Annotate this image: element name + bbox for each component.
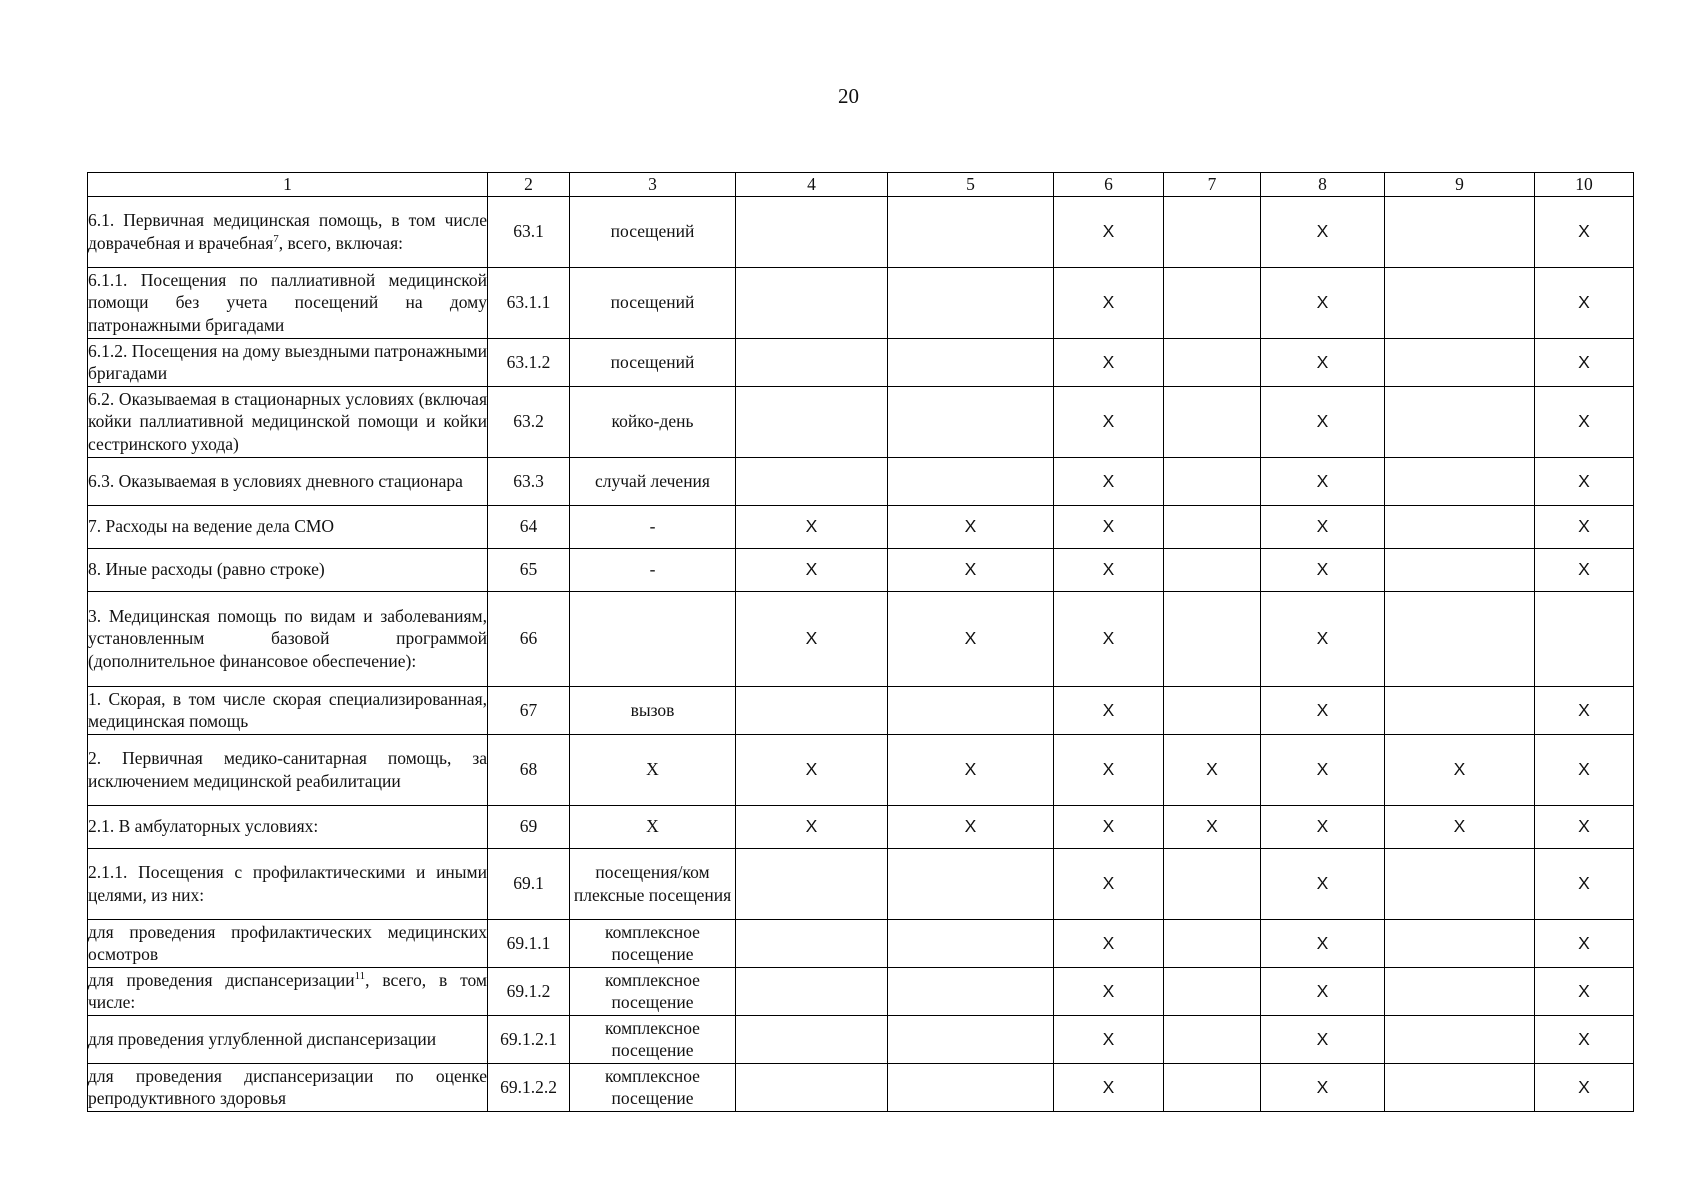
table-row (88, 919, 1634, 967)
value-cell: X (1054, 267, 1164, 338)
row-name (88, 505, 488, 548)
row-name (88, 848, 488, 919)
row-name (88, 1063, 488, 1111)
table-row (88, 386, 1634, 457)
row-name-text: 6.1.2. Посещения на дому выездными патронажными бригадами (88, 340, 488, 383)
header-cell: 6 (1054, 173, 1164, 197)
value-cell (1164, 1015, 1261, 1063)
value-cell: X (888, 548, 1054, 591)
value-cell (888, 848, 1054, 919)
value-cell: X (736, 548, 888, 591)
table-row (88, 267, 1634, 338)
value-cell (1164, 338, 1261, 386)
value-cell: X (1164, 805, 1261, 848)
row-name (88, 734, 488, 805)
row-name (88, 338, 488, 386)
table-row (88, 505, 1634, 548)
value-cell: X (1261, 805, 1385, 848)
row-code: 69.1.2.2 (488, 1063, 570, 1111)
header-cell: 2 (488, 173, 570, 197)
row-name (88, 386, 488, 457)
value-cell: X (1535, 267, 1634, 338)
value-cell (736, 386, 888, 457)
table-row (88, 805, 1634, 848)
row-name-text: 3. Медицинская помощь по видам и заболеваниям, установленным базовой программой (дополнительное финансовое обеспечение): (88, 605, 487, 671)
value-cell: X (1261, 338, 1385, 386)
value-cell: X (1054, 805, 1164, 848)
row-unit: комплексное посещение (570, 919, 736, 967)
row-unit: X (570, 805, 736, 848)
value-cell (1385, 505, 1535, 548)
value-cell: X (1535, 386, 1634, 457)
value-cell (1385, 267, 1535, 338)
header-cell: 3 (570, 173, 736, 197)
value-cell (1385, 967, 1535, 1015)
table-row (88, 591, 1634, 686)
row-name (88, 267, 488, 338)
value-cell (1164, 386, 1261, 457)
value-cell (888, 1015, 1054, 1063)
value-cell (736, 457, 888, 505)
row-name-text: для проведения диспансеризации по оценке репродуктивного здоровья (88, 1065, 487, 1108)
value-cell: X (888, 505, 1054, 548)
value-cell (1385, 457, 1535, 505)
row-code: 69.1.1 (488, 919, 570, 967)
value-cell (1385, 196, 1535, 267)
value-cell: X (1164, 734, 1261, 805)
row-name-text: 6.3. Оказываемая в условиях дневного стационара (88, 470, 463, 491)
row-unit: комплексное посещение (570, 1063, 736, 1111)
value-cell: X (1535, 457, 1634, 505)
value-cell: X (1054, 919, 1164, 967)
value-cell: X (1261, 967, 1385, 1015)
value-cell: X (1535, 805, 1634, 848)
row-code: 67 (488, 686, 570, 734)
value-cell: X (1261, 548, 1385, 591)
value-cell: X (1261, 1015, 1385, 1063)
value-cell (888, 967, 1054, 1015)
table-row (88, 967, 1634, 1015)
value-cell: X (1385, 805, 1535, 848)
value-cell (1164, 919, 1261, 967)
header-cell: 9 (1385, 173, 1535, 197)
header-row (88, 173, 1634, 197)
row-name-text: для проведения профилактических медицинских осмотров (88, 921, 487, 964)
page-number: 20 (838, 84, 859, 108)
row-name-text: 6.2. Оказываемая в стационарных условиях (включая койки паллиативной медицинской помощи и койки сестринского ухода) (88, 388, 487, 454)
value-cell (888, 1063, 1054, 1111)
value-cell (736, 1063, 888, 1111)
data-table (87, 172, 1634, 1112)
row-name-text: 6.1.1. Посещения по паллиативной медицинской помощи без учета посещений на дому патронажными бригадами (88, 269, 487, 335)
value-cell (1385, 338, 1535, 386)
value-cell (1385, 686, 1535, 734)
row-code: 65 (488, 548, 570, 591)
value-cell: X (1054, 338, 1164, 386)
value-cell (1164, 457, 1261, 505)
value-cell: X (1054, 1063, 1164, 1111)
value-cell (1164, 1063, 1261, 1111)
value-cell (888, 386, 1054, 457)
value-cell: X (1054, 548, 1164, 591)
value-cell: X (1535, 734, 1634, 805)
row-name-tail: , всего, включая: (278, 232, 404, 253)
value-cell (888, 338, 1054, 386)
header-cell: 5 (888, 173, 1054, 197)
row-code: 63.1.2 (488, 338, 570, 386)
table-row (88, 457, 1634, 505)
value-cell: X (1535, 196, 1634, 267)
value-cell (1164, 591, 1261, 686)
value-cell (736, 1015, 888, 1063)
value-cell (888, 457, 1054, 505)
value-cell: X (736, 734, 888, 805)
value-cell: X (1261, 386, 1385, 457)
value-cell (736, 338, 888, 386)
value-cell (1164, 548, 1261, 591)
row-unit: посещений (570, 338, 736, 386)
value-cell: X (1054, 734, 1164, 805)
value-cell: X (1261, 505, 1385, 548)
row-code: 69.1.2 (488, 967, 570, 1015)
value-cell: X (888, 805, 1054, 848)
value-cell (1385, 919, 1535, 967)
value-cell: X (1054, 196, 1164, 267)
row-code: 69.1 (488, 848, 570, 919)
row-code: 63.3 (488, 457, 570, 505)
value-cell: X (1261, 848, 1385, 919)
header-cell: 7 (1164, 173, 1261, 197)
row-unit: посещений (570, 267, 736, 338)
value-cell: X (1054, 457, 1164, 505)
value-cell: X (1535, 505, 1634, 548)
value-cell: X (1535, 848, 1634, 919)
value-cell: X (1261, 919, 1385, 967)
header-cell: 10 (1535, 173, 1634, 197)
table-row (88, 848, 1634, 919)
value-cell (888, 919, 1054, 967)
footnote-ref: 11 (354, 969, 366, 982)
value-cell (1385, 848, 1535, 919)
value-cell: X (736, 591, 888, 686)
value-cell (736, 196, 888, 267)
value-cell: X (1535, 686, 1634, 734)
value-cell (736, 967, 888, 1015)
table-row (88, 338, 1634, 386)
table-row (88, 1063, 1634, 1111)
value-cell: X (1385, 734, 1535, 805)
value-cell: X (1261, 686, 1385, 734)
header-cell: 4 (736, 173, 888, 197)
row-name (88, 805, 488, 848)
row-name (88, 919, 488, 967)
value-cell (1385, 591, 1535, 686)
row-name-text: 7. Расходы на ведение дела СМО (88, 516, 335, 537)
row-code: 69 (488, 805, 570, 848)
value-cell: X (1054, 591, 1164, 686)
value-cell: X (1535, 338, 1634, 386)
value-cell: X (736, 505, 888, 548)
row-code: 68 (488, 734, 570, 805)
table-row (88, 734, 1634, 805)
row-unit: X (570, 734, 736, 805)
value-cell: X (1054, 967, 1164, 1015)
row-unit: посещения/ком плексные посещения (570, 848, 736, 919)
row-name (88, 457, 488, 505)
row-code: 66 (488, 591, 570, 686)
value-cell: X (1261, 591, 1385, 686)
row-unit: комплексное посещение (570, 967, 736, 1015)
header-cell: 8 (1261, 173, 1385, 197)
value-cell (736, 686, 888, 734)
row-name-text: 2. Первичная медико-санитарная помощь, за исключением медицинской реабилитации (88, 748, 487, 791)
row-name-tail: , всего, в том числе: (88, 969, 487, 1012)
row-name (88, 548, 488, 591)
value-cell (1164, 967, 1261, 1015)
value-cell (888, 196, 1054, 267)
row-name-text: 2.1. В амбулаторных условиях: (88, 816, 319, 837)
header-cell: 1 (88, 173, 488, 197)
value-cell: X (888, 734, 1054, 805)
row-code: 63.1.1 (488, 267, 570, 338)
value-cell: X (1261, 734, 1385, 805)
row-code: 63.1 (488, 196, 570, 267)
row-name-text: 1. Скорая, в том числе скорая специализированная, медицинская помощь (88, 688, 487, 731)
row-code: 64 (488, 505, 570, 548)
value-cell: X (1054, 386, 1164, 457)
table-row (88, 196, 1634, 267)
row-unit: посещений (570, 196, 736, 267)
row-unit: вызов (570, 686, 736, 734)
value-cell: X (1054, 505, 1164, 548)
value-cell: X (1261, 1063, 1385, 1111)
row-name (88, 1015, 488, 1063)
row-unit: - (570, 505, 736, 548)
value-cell: X (888, 591, 1054, 686)
row-unit (570, 591, 736, 686)
value-cell: X (736, 805, 888, 848)
row-name-text: 8. Иные расходы (равно строке) (88, 559, 325, 580)
row-name-text: для проведения углубленной диспансеризации (88, 1028, 437, 1049)
row-name-text: для проведения диспансеризации (88, 969, 355, 990)
value-cell: X (1535, 967, 1634, 1015)
footnote-ref: 7 (273, 232, 279, 245)
value-cell: X (1261, 457, 1385, 505)
table-row (88, 1015, 1634, 1063)
table-row (88, 686, 1634, 734)
value-cell (1164, 196, 1261, 267)
row-name-text: 6.1. Первичная медицинская помощь, в том числе доврачебная и врачебная (88, 210, 487, 253)
row-unit: комплексное посещение (570, 1015, 736, 1063)
value-cell (1385, 548, 1535, 591)
value-cell: X (1261, 196, 1385, 267)
value-cell: X (1054, 848, 1164, 919)
value-cell: X (1054, 1015, 1164, 1063)
row-name (88, 591, 488, 686)
row-name (88, 686, 488, 734)
value-cell (1385, 1015, 1535, 1063)
value-cell (1164, 686, 1261, 734)
row-code: 63.2 (488, 386, 570, 457)
value-cell: X (1535, 1015, 1634, 1063)
value-cell (1535, 591, 1634, 686)
value-cell (1385, 386, 1535, 457)
value-cell (888, 686, 1054, 734)
table-row (88, 548, 1634, 591)
value-cell (888, 267, 1054, 338)
row-name (88, 196, 488, 267)
value-cell: X (1054, 686, 1164, 734)
row-name (88, 967, 488, 1015)
row-name-text: 2.1.1. Посещения с профилактическими и иными целями, из них: (88, 862, 487, 905)
value-cell (1164, 848, 1261, 919)
value-cell (736, 919, 888, 967)
row-unit: - (570, 548, 736, 591)
row-unit: койко-день (570, 386, 736, 457)
row-code: 69.1.2.1 (488, 1015, 570, 1063)
value-cell (1164, 505, 1261, 548)
value-cell (1164, 267, 1261, 338)
value-cell: X (1535, 548, 1634, 591)
value-cell (1385, 1063, 1535, 1111)
row-unit: случай лечения (570, 457, 736, 505)
value-cell (736, 848, 888, 919)
value-cell (736, 267, 888, 338)
value-cell: X (1535, 1063, 1634, 1111)
value-cell: X (1261, 267, 1385, 338)
value-cell: X (1535, 919, 1634, 967)
